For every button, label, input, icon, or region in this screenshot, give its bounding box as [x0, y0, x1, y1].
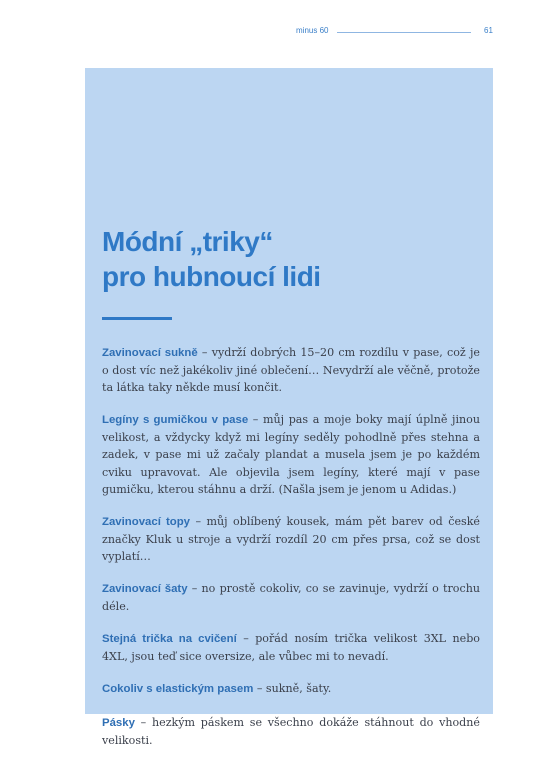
tip-text: – vydrží dobrých 15–20 cm rozdílu v pase, což je o dost víc než jakékoliv jiné oblečení… Nevydrží ale věčně, protože ta látka taky někde musí končit. — [102, 346, 480, 395]
book-title: minus 60 — [296, 26, 329, 35]
tip-name: Stejná trička na cvičení — [102, 633, 237, 646]
heading-underline — [102, 317, 172, 320]
heading-line-2: pro hubnoucí lidi — [102, 261, 321, 292]
page-number: 61 — [484, 26, 493, 35]
tip-name: Zavinovací topy — [102, 515, 191, 528]
tip-text: – sukně, šaty. — [253, 682, 332, 696]
tip-name: Cokoliv s elastickým pasem — [102, 683, 254, 696]
tip-text: – no prostě cokoliv, co se zavinuje, vydrží o trochu déle. — [102, 582, 480, 614]
tip-item — [102, 411, 480, 497]
tip-item — [102, 513, 480, 565]
tip-text: – pořád nosím trička velikost 3XL nebo 4XL, jsou teď sice oversize, ale vůbec mi to nevadí. — [102, 632, 480, 664]
box-heading — [102, 224, 321, 294]
running-header — [0, 26, 544, 40]
heading-line-1: Módní „triky“ — [102, 226, 273, 257]
tip-text: – hezkým páskem se všechno dokáže stáhnout do vhodné velikosti. — [102, 715, 480, 747]
tip-name: Legíny s gumičkou v pase — [102, 414, 249, 427]
tip-item — [102, 714, 480, 749]
tip-name: Zavinovací sukně — [102, 347, 198, 359]
tip-text: – můj oblíbený kousek, mám pět barev od české značky Kluk u stroje a vydrží rozdíl 20 cm přes prsa, což se dost vyplatí… — [102, 514, 480, 563]
tip-item — [102, 630, 480, 665]
tip-item — [102, 680, 480, 698]
tips-box — [85, 68, 493, 747]
tip-name: Pásky — [102, 716, 135, 729]
tip-name: Zavinovací šaty — [102, 583, 188, 596]
tips-list — [102, 344, 480, 764]
header-rule — [337, 32, 471, 33]
tip-item — [102, 580, 480, 615]
tip-text: – můj pas a moje boky mají úplně jinou velikost, a vždycky když mi legíny seděly pohodlně přes stehna a zadek, v pase mi už začaly plandat a musela jsem je po každém cviku upravovat. Ale objevila jsem legíny, které mají v pase gumičku, kterou stáhnu a drží. (Našla jsem je jenom u Adidas.) — [102, 413, 481, 496]
tip-item — [102, 344, 480, 396]
